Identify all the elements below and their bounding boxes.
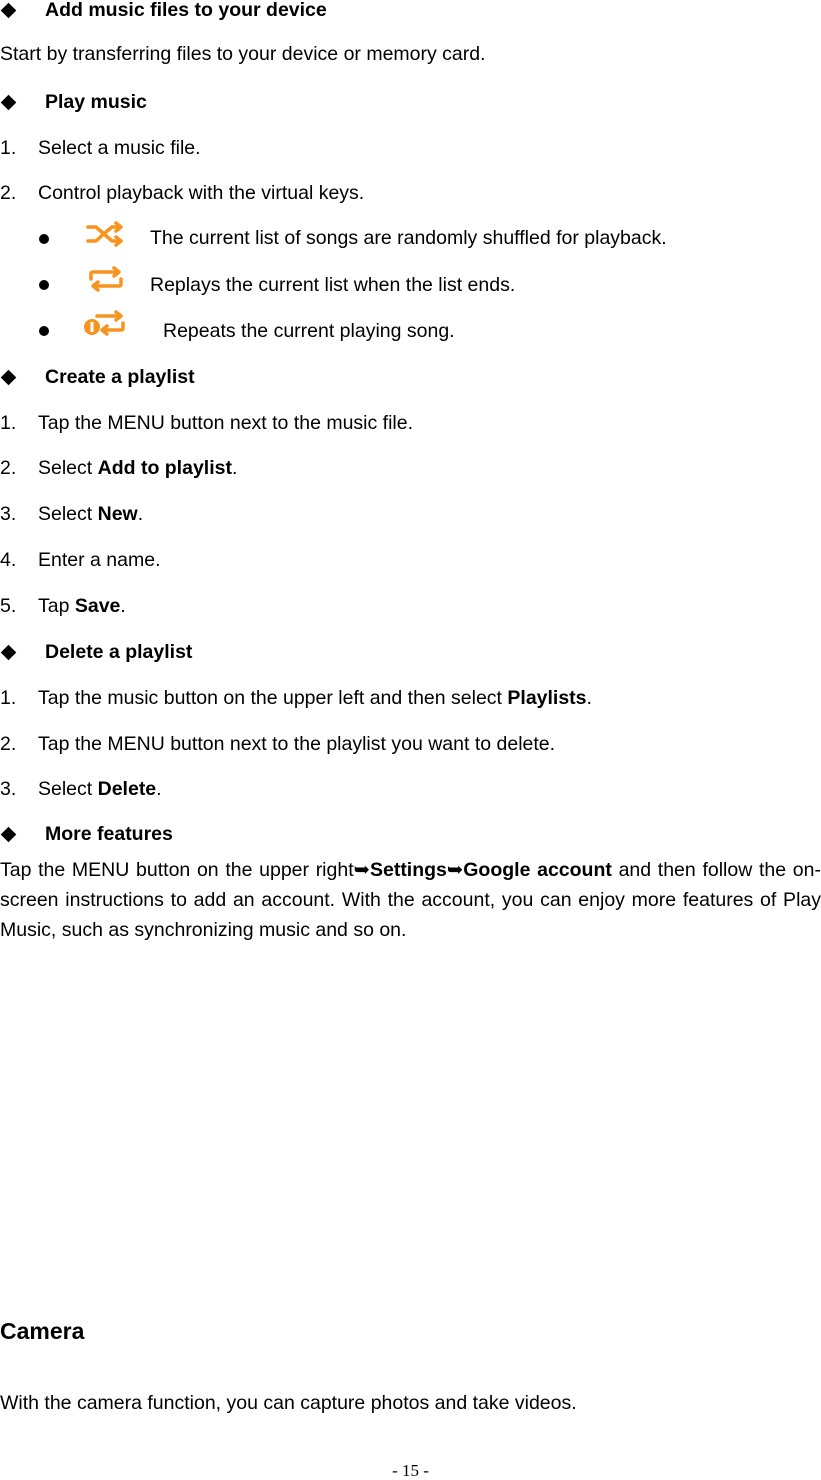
step-number: 1. bbox=[0, 412, 17, 434]
step-text: Select Delete. bbox=[38, 778, 162, 800]
heading-add-music: Add music files to your device bbox=[45, 0, 327, 21]
bullet-dot-icon bbox=[39, 326, 49, 336]
bullet-diamond-icon bbox=[1, 3, 17, 19]
repeat-all-icon bbox=[85, 264, 127, 294]
bullet-dot-icon bbox=[39, 234, 49, 244]
bullet-text-repeat-one: Repeats the current playing song. bbox=[163, 320, 455, 342]
step-number: 2. bbox=[0, 733, 17, 755]
section-title-camera: Camera bbox=[0, 1318, 85, 1344]
paragraph-more-features: Tap the MENU button on the upper right➥Settings➥Google account and then follow the on-screen instructions to add an account. With the account, you can enjoy more features of Play Music, such as synchronizing music and so on. bbox=[0, 859, 821, 941]
step-number: 1. bbox=[0, 687, 17, 709]
shuffle-icon bbox=[85, 220, 127, 248]
step-text: Select New. bbox=[38, 503, 144, 525]
step-number: 2. bbox=[0, 457, 17, 479]
step-text: Select a music file. bbox=[38, 137, 201, 159]
step-number: 5. bbox=[0, 595, 17, 617]
heading-more-features: More features bbox=[45, 823, 173, 845]
bullet-diamond-icon bbox=[1, 645, 17, 661]
step-number: 3. bbox=[0, 778, 17, 800]
heading-delete-playlist: Delete a playlist bbox=[45, 641, 193, 663]
step-number: 1. bbox=[0, 137, 17, 159]
bullet-diamond-icon bbox=[1, 827, 17, 843]
page-number: - 15 - bbox=[392, 1461, 429, 1480]
bullet-dot-icon bbox=[39, 280, 49, 290]
bullet-diamond-icon bbox=[1, 370, 17, 386]
paragraph-camera: With the camera function, you can capture photos and take videos. bbox=[0, 1392, 577, 1414]
step-text: Tap the music button on the upper left and then select Playlists. bbox=[38, 687, 592, 709]
step-text: Tap the MENU button next to the playlist you want to delete. bbox=[38, 733, 556, 755]
step-text: Tap the MENU button next to the music file. bbox=[38, 412, 414, 434]
repeat-one-icon bbox=[83, 308, 129, 340]
paragraph-add-music: Start by transferring files to your device or memory card. bbox=[0, 43, 486, 65]
bullet-text-shuffle: The current list of songs are randomly shuffled for playback. bbox=[150, 227, 667, 249]
step-text: Control playback with the virtual keys. bbox=[38, 182, 365, 204]
step-text: Tap Save. bbox=[38, 595, 126, 617]
heading-play-music: Play music bbox=[45, 91, 147, 113]
step-number: 3. bbox=[0, 503, 17, 525]
bullet-diamond-icon bbox=[1, 95, 17, 111]
step-text: Enter a name. bbox=[38, 549, 161, 571]
step-number: 4. bbox=[0, 549, 17, 571]
step-number: 2. bbox=[0, 182, 17, 204]
heading-create-playlist: Create a playlist bbox=[45, 366, 195, 388]
bullet-text-repeat-all: Replays the current list when the list ends. bbox=[150, 274, 516, 296]
step-text: Select Add to playlist. bbox=[38, 457, 238, 479]
